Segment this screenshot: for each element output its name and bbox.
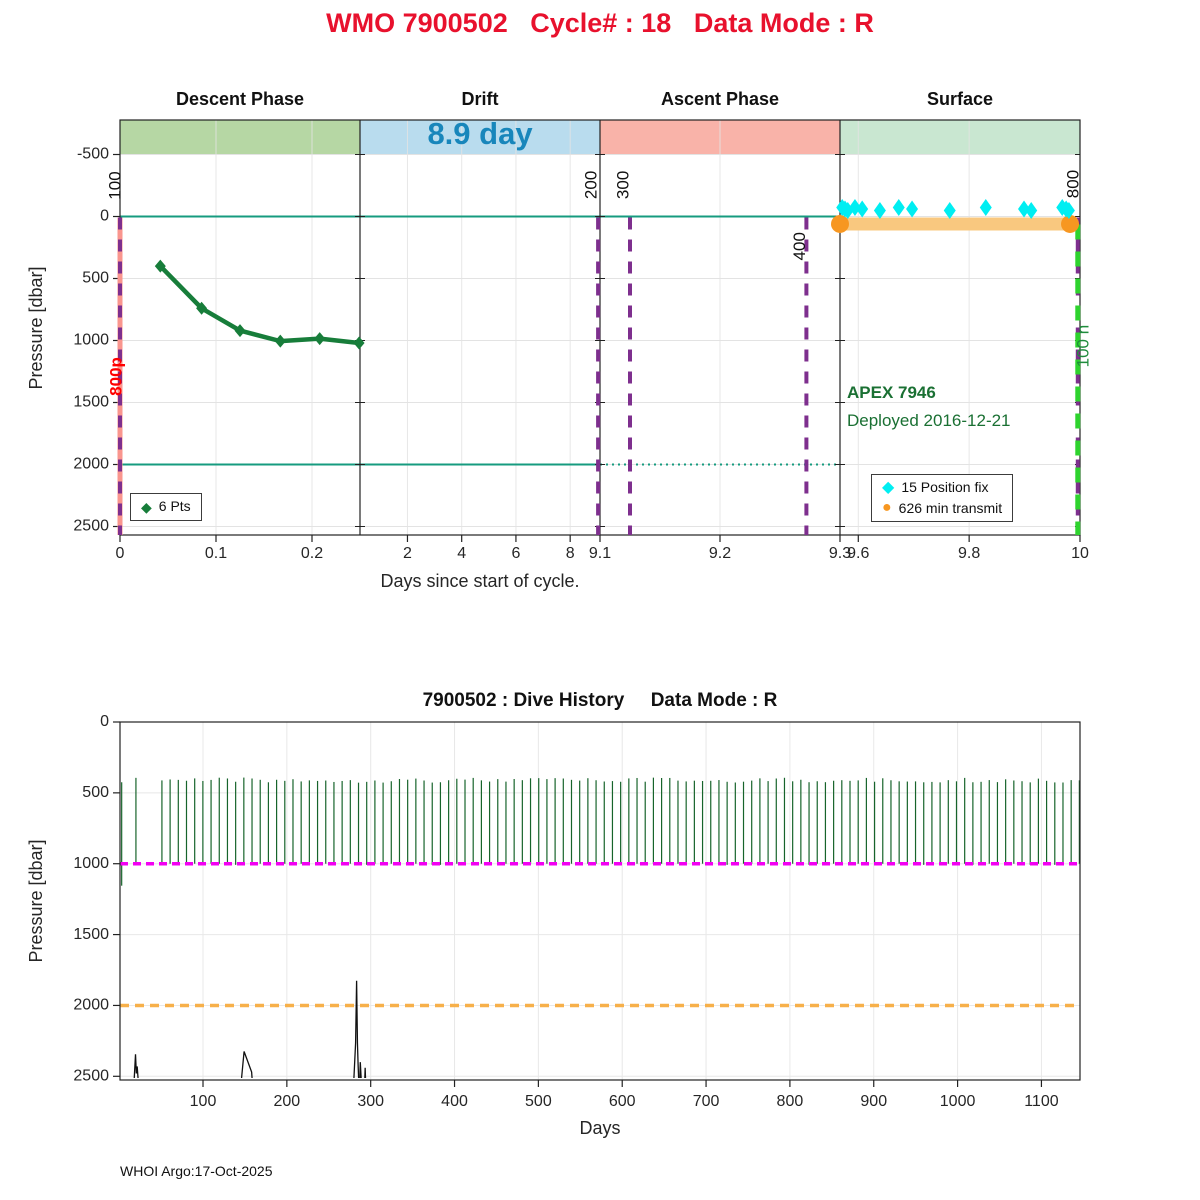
profile-points-legend — [130, 493, 202, 521]
svg-text:700: 700 — [692, 1093, 720, 1110]
svg-text:2: 2 — [403, 545, 412, 562]
dive-history-title: 7900502 : Dive History Data Mode : R — [422, 690, 778, 711]
svg-text:0.2: 0.2 — [300, 545, 324, 562]
svg-text:0.1: 0.1 — [204, 545, 228, 562]
svg-text:800: 800 — [1063, 169, 1083, 199]
phase-label-descent: Descent Phase — [175, 89, 305, 109]
transmit-circle-icon: ● — [882, 499, 892, 517]
phase-label-ascent: Ascent Phase — [660, 89, 780, 109]
svg-text:9.6: 9.6 — [847, 545, 870, 562]
deployed-date-annotation: Deployed 2016-12-21 — [847, 411, 1011, 430]
legend-transmit-label: 626 min transmit — [898, 499, 1003, 516]
svg-text:Pressure [dbar]: Pressure [dbar] — [26, 266, 46, 390]
svg-text:2000: 2000 — [73, 996, 109, 1014]
svg-text:9.2: 9.2 — [708, 545, 732, 562]
svg-text:9.3: 9.3 — [828, 545, 852, 562]
svg-text:100 n: 100 n — [1073, 324, 1093, 368]
svg-text:300: 300 — [357, 1093, 385, 1110]
diamond-marker-icon: ◆ — [141, 498, 152, 515]
svg-text:10: 10 — [1071, 545, 1089, 562]
svg-text:4: 4 — [457, 545, 467, 562]
svg-text:2000: 2000 — [73, 455, 109, 473]
page-title: WMO 7900502 Cycle# : 18 Data Mode : R — [326, 8, 874, 38]
surface-legend — [871, 474, 1013, 522]
legend-row-transmit — [882, 500, 1002, 518]
svg-text:400: 400 — [789, 232, 809, 261]
svg-text:1500: 1500 — [73, 925, 109, 943]
svg-text:9.1: 9.1 — [588, 545, 612, 562]
svg-text:1000: 1000 — [73, 331, 109, 349]
footer-credit: WHOI Argo:17-Oct-2025 — [120, 1163, 273, 1179]
svg-text:8: 8 — [565, 545, 575, 562]
svg-text:9.8: 9.8 — [958, 545, 981, 562]
legend-row-points — [141, 498, 191, 516]
svg-text:0: 0 — [115, 545, 125, 562]
svg-text:200: 200 — [273, 1093, 301, 1110]
bottom-axes — [26, 713, 1080, 1138]
legend-position-fix-label: 15 Position fix — [901, 479, 989, 495]
svg-text:100: 100 — [189, 1093, 217, 1110]
svg-text:Pressure [dbar]: Pressure [dbar] — [26, 839, 46, 963]
descent-profile — [155, 260, 365, 350]
bottom-grid — [120, 722, 1080, 1080]
svg-text:600: 600 — [608, 1093, 636, 1110]
svg-text:400: 400 — [441, 1093, 468, 1110]
svg-text:0: 0 — [100, 713, 109, 731]
svg-text:Days: Days — [579, 1118, 621, 1138]
svg-text:6: 6 — [511, 545, 521, 562]
svg-text:300: 300 — [613, 170, 633, 200]
svg-text:2500: 2500 — [73, 1067, 109, 1085]
svg-text:1000: 1000 — [939, 1093, 976, 1110]
position-fix-diamond-icon: ◆ — [882, 478, 895, 496]
svg-text:Days since start of cycle.: Days since start of cycle. — [380, 571, 580, 591]
dive-profiles — [122, 778, 1080, 886]
svg-text:800p: 800p — [106, 357, 126, 396]
svg-text:2500: 2500 — [73, 517, 109, 535]
svg-text:1500: 1500 — [73, 393, 109, 411]
svg-text:500: 500 — [525, 1093, 552, 1110]
svg-text:500: 500 — [82, 269, 109, 287]
svg-text:1000: 1000 — [73, 854, 109, 872]
phase-label-drift: Drift — [461, 89, 499, 109]
svg-text:500: 500 — [82, 784, 109, 802]
deep-spikes — [134, 981, 365, 1078]
svg-text:100: 100 — [105, 171, 125, 200]
svg-text:-500: -500 — [76, 145, 109, 163]
svg-text:800: 800 — [776, 1093, 804, 1110]
svg-text:900: 900 — [860, 1093, 888, 1110]
legend-points-label: 6 Pts — [158, 498, 191, 514]
phase-label-surface: Surface — [926, 89, 994, 109]
legend-row-position-fix — [882, 479, 1002, 497]
svg-text:1100: 1100 — [1024, 1093, 1059, 1110]
drift-duration-label: 8.9 day — [427, 116, 533, 151]
svg-text:0: 0 — [100, 207, 109, 225]
transmission-band — [831, 215, 1079, 233]
float-name-annotation: APEX 7946 — [847, 383, 936, 402]
svg-text:200: 200 — [581, 170, 601, 200]
